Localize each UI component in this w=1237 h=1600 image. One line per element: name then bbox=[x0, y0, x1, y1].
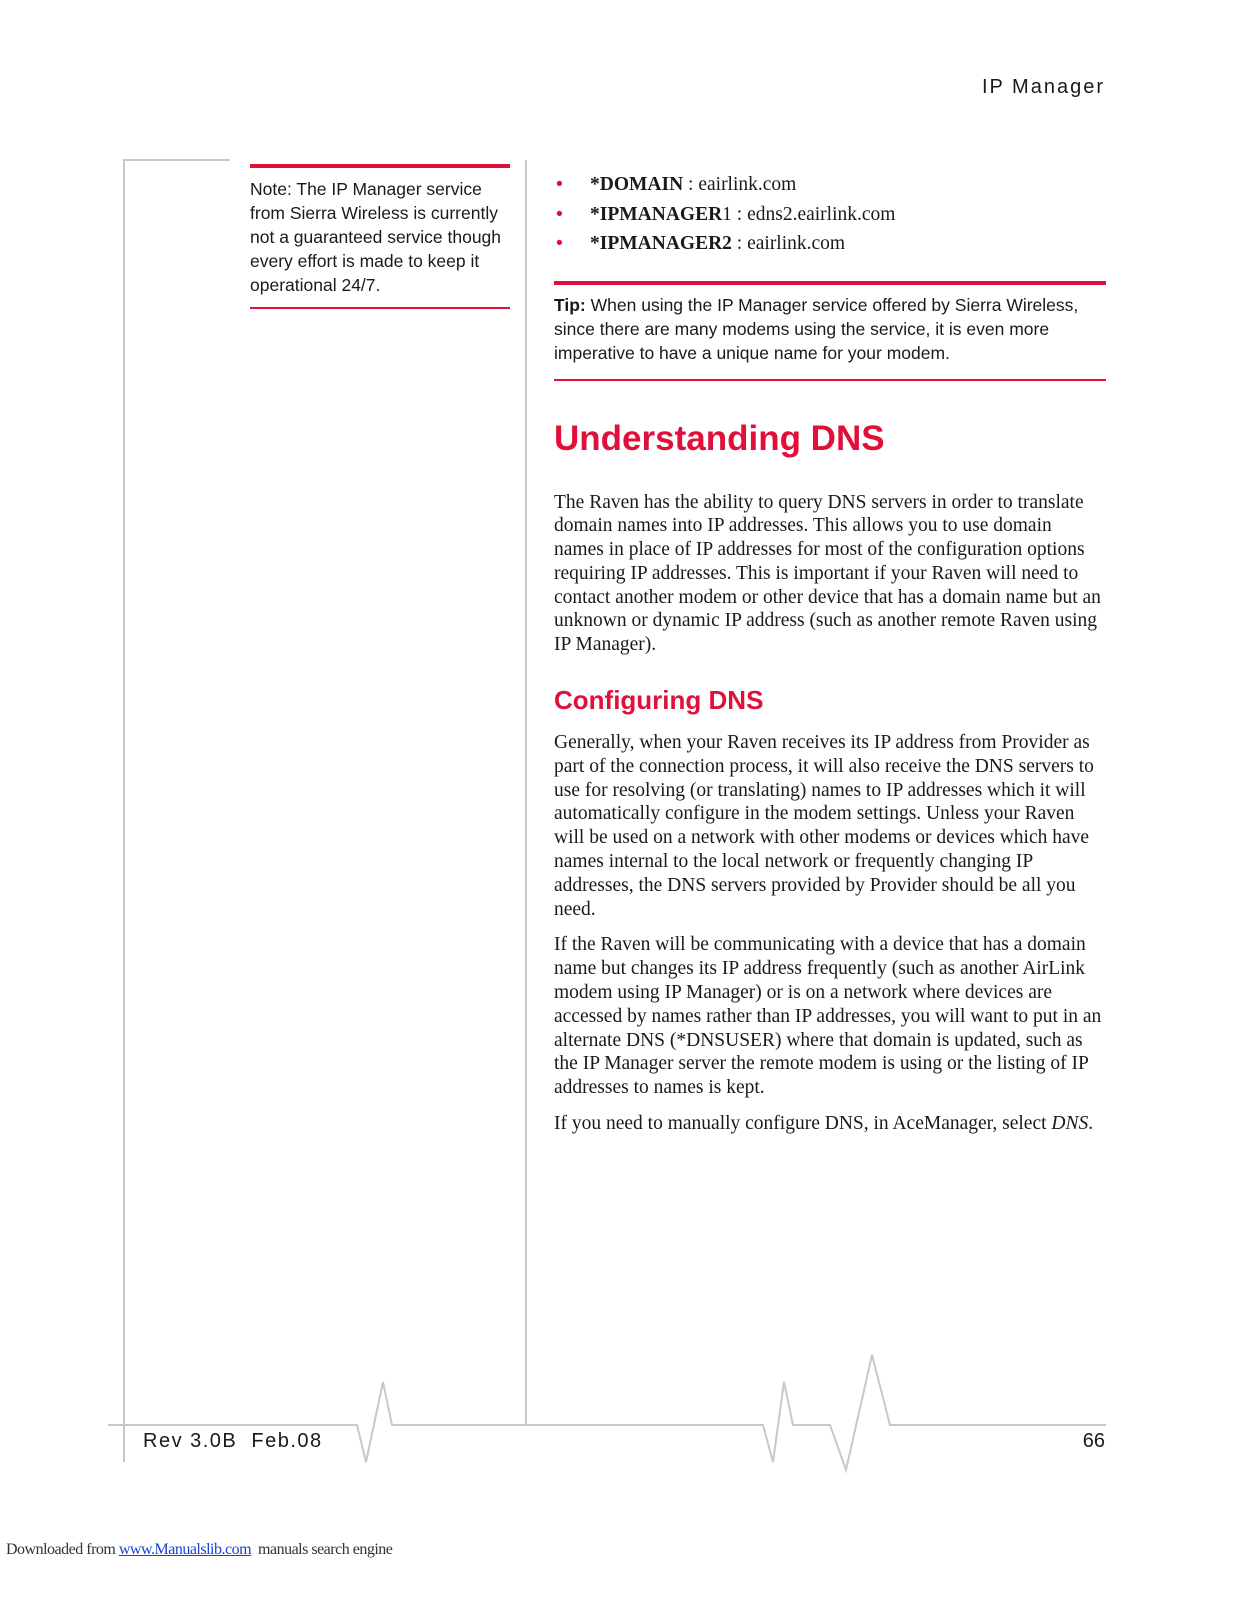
tip-body: When using the IP Manager service offered by Sierra Wireless, since there are many modems using the service, it is even more imperative to have a unique name for your modem. bbox=[554, 294, 1079, 363]
subsection-heading: Configuring DNS bbox=[554, 685, 764, 716]
subsection-paragraph-1: Generally, when your Raven receives its IP address from Provider as part of the connection process, it will also receive the DNS servers to use for resolving (or translating) names to IP addresses which it will automatically configure in the modem settings. Unless your Raven will be used on a network with other modems or devices which have names internal to the local network or frequently changing IP addresses, the DNS servers provided by Provider should be all you need. bbox=[554, 732, 1094, 920]
section-paragraph: The Raven has the ability to query DNS servers in order to translate domain names into IP addresses. This allows you to use domain names in place of IP addresses for most of the configuration options requiring IP addresses. This is important if your Raven will need to contact another modem or other device that has a domain name but an unknown or dynamic IP address (such as another remote Raven using IP Manager). bbox=[554, 491, 1101, 656]
tip-label: Tip: bbox=[554, 294, 586, 315]
tip-bottom-rule bbox=[554, 379, 1106, 381]
download-attribution bbox=[6, 1541, 392, 1559]
manualslib-link[interactable]: www.Manualslib.com bbox=[118, 1541, 252, 1558]
subsection-paragraph-3 bbox=[554, 1112, 1106, 1136]
tip-text bbox=[554, 285, 1106, 379]
list-item bbox=[554, 170, 1106, 200]
list-item bbox=[554, 229, 1106, 259]
bullet-value: : eairlink.com bbox=[683, 174, 797, 195]
sidebar-note bbox=[250, 164, 510, 309]
bullet-icon: • bbox=[556, 202, 563, 225]
page-number: 66 bbox=[1082, 1430, 1105, 1452]
config-bullet-list bbox=[554, 170, 1106, 259]
bullet-icon: • bbox=[556, 232, 563, 254]
frame-left-border bbox=[124, 160, 230, 1462]
footer-revision: Rev 3.0B Feb.08 bbox=[143, 1430, 323, 1452]
menu-reference: DNS bbox=[1051, 1113, 1089, 1135]
tip-box bbox=[554, 281, 1106, 381]
download-prefix: Downloaded from bbox=[6, 1541, 119, 1558]
note-bottom-rule bbox=[250, 307, 510, 309]
running-header: IP Manager bbox=[981, 76, 1105, 98]
paragraph-end: . bbox=[1088, 1113, 1094, 1135]
subsection-paragraph-2: If the Raven will be communicating with a device that has a domain name but changes its IP address frequently (such as another AirLink modem using IP Manager) or is on a network where devices are accessed by names rather than IP addresses, you will want to put in an alternate DNS (*DNSUSER) where that domain is updated, such as the IP Manager server the remote modem is using or the listing of IP addresses to names is kept. bbox=[554, 934, 1102, 1099]
section-heading: Understanding DNS bbox=[554, 418, 885, 458]
main-column bbox=[554, 170, 1106, 1136]
bullet-icon: • bbox=[556, 173, 563, 195]
list-item bbox=[554, 200, 1106, 230]
note-text: Note: The IP Manager service from Sierra Wireless is currently not a guaranteed service though every effort is made to keep it operational 24/7. bbox=[250, 179, 502, 295]
bullet-term: *IPMANAGER bbox=[590, 203, 723, 225]
paragraph-text: If you need to manually configure DNS, in AceManager, select bbox=[554, 1113, 1052, 1135]
download-suffix: manuals search engine bbox=[251, 1541, 393, 1558]
bullet-term: *IPMANAGER2 bbox=[590, 233, 732, 254]
bullet-value: 1 : edns2.eairlink.com bbox=[722, 203, 896, 225]
bullet-term: *DOMAIN bbox=[590, 174, 684, 195]
bullet-value: : eairlink.com bbox=[731, 233, 846, 254]
